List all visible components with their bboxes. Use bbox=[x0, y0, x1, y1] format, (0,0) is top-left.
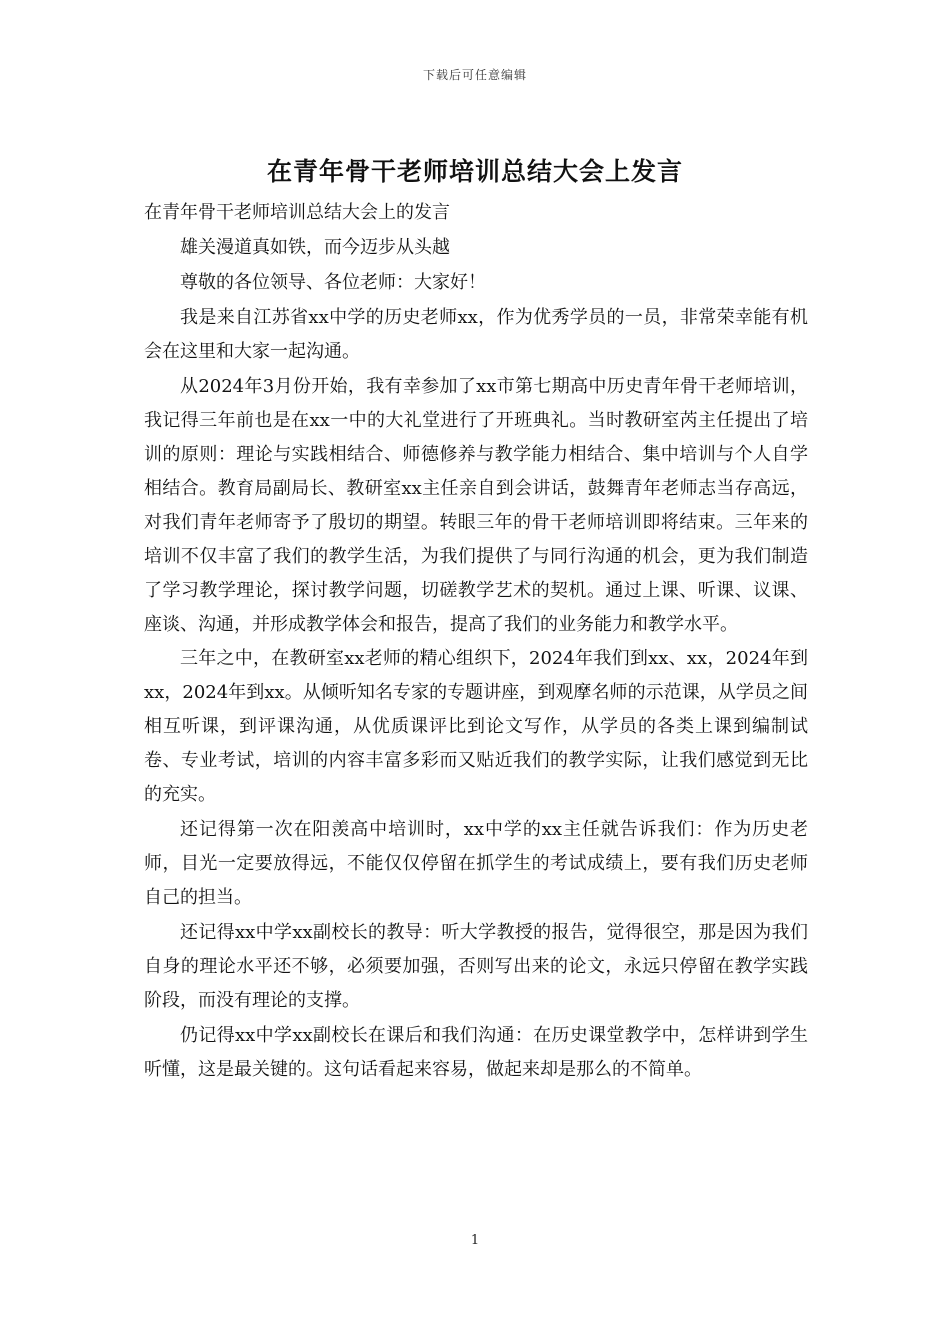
subtitle-line: 在青年骨干老师培训总结大会上的发言 bbox=[144, 202, 450, 223]
paragraph-memory-3: 仍记得xx中学xx副校长在课后和我们沟通：在历史课堂教学中，怎样讲到学生听懂，这是最关键的。这句话看起来容易，做起来却是那么的不简单。 bbox=[144, 1025, 808, 1081]
paragraph-epigraph: 雄关漫道真如铁，而今迈步从头越 bbox=[180, 236, 450, 258]
paragraph-training-overview: 从2024年3月份开始，我有幸参加了xx市第七期高中历史青年骨干老师培训，我记得三年前也是在xx一中的大礼堂进行了开班典礼。当时教研室芮主任提出了培训的原则：理论与实践相结合、师德修养与教学能力相结合、集中培训与个人自学相结合。教育局副局长、教研室xx主任亲自到会讲话，鼓舞青年老师志当存高远，对我们青年老师寄予了殷切的期望。转眼三年的骨干老师培训即将结束。三年来的培训不仅丰富了我们的教学生活，为我们提供了与同行沟通的机会，更为我们制造了学习教学理论，探讨教学问题，切磋教学艺术的契机。通过上课、听课、议课、座谈、沟通，并形成教学体会和报告，提高了我们的业务能力和教学水平。 bbox=[144, 375, 808, 635]
document-title: 在青年骨干老师培训总结大会上发言 bbox=[266, 157, 683, 186]
document-body bbox=[144, 196, 808, 1088]
paragraph-intro: 我是来自江苏省xx中学的历史老师xx，作为优秀学员的一员，非常荣幸能有机会在这里和大家一起沟通。 bbox=[144, 306, 808, 362]
page-number: 1 bbox=[470, 1233, 480, 1248]
paragraph-memory-2: 还记得xx中学xx副校长的教导：听大学教授的报告，觉得很空，那是因为我们自身的理论水平还不够，必须要加强，否则写出来的论文，永远只停留在教学实践阶段，而没有理论的支撑。 bbox=[144, 922, 808, 1012]
paragraph-greeting: 尊敬的各位领导、各位老师：大家好！ bbox=[180, 271, 486, 293]
page-header-note: 下载后可任意编辑 bbox=[422, 68, 527, 82]
paragraph-memory-1: 还记得第一次在阳羡高中培训时，xx中学的xx主任就告诉我们：作为历史老师，目光一定要放得远，不能仅仅停留在抓学生的考试成绩上，要有我们历史老师自己的担当。 bbox=[144, 819, 808, 909]
paragraph-three-years: 三年之中，在教研室xx老师的精心组织下，2024年我们到xx、xx，2024年到xx，2024年到xx。从倾听知名专家的专题讲座，到观摩名师的示范课，从学员之间相互听课，到评课沟通，从优质课评比到论文写作，从学员的各类上课到编制试卷、专业考试，培训的内容丰富多彩而又贴近我们的教学实际，让我们感觉到无比的充实。 bbox=[144, 648, 808, 806]
